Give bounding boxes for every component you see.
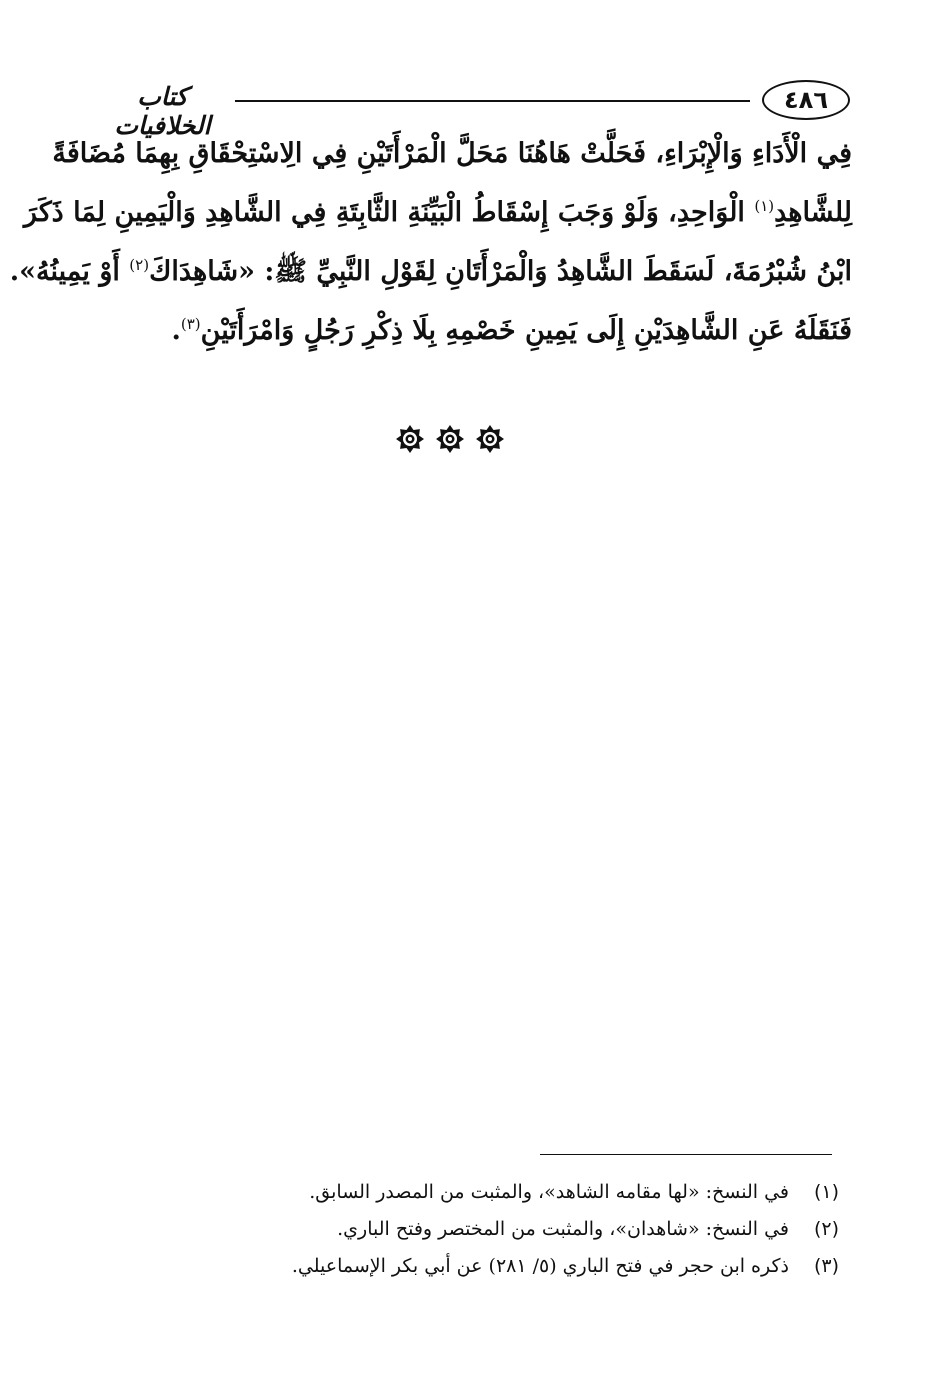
- footnote-text: ذكره ابن حجر في فتح الباري (٥/ ٢٨١) عن أبي بكر الإسماعيلي.: [291, 1255, 789, 1277]
- footnote: [219, 1174, 839, 1211]
- body-text-segment: لِلشَّاهِدِ: [774, 197, 852, 228]
- footnotes: [219, 1174, 839, 1285]
- ornament-star-icon: [475, 424, 505, 454]
- section-ornament: [395, 422, 505, 456]
- footnote-text: في النسخ: «لها مقامه الشاهد»، والمثبت من المصدر السابق.: [309, 1181, 789, 1203]
- book-title: كتاب الخلافيات: [114, 82, 211, 140]
- footnote-reference[interactable]: (٣): [180, 315, 201, 333]
- footnote-reference[interactable]: (٢): [129, 256, 150, 274]
- ornament-star-icon: [395, 424, 425, 454]
- footnote-separator: [540, 1154, 832, 1155]
- body-text-segment: فَنَقَلَهُ عَنِ الشَّاهِدَيْنِ إِلَى يَمِينِ خَصْمِهِ بِلَا ذِكْرِ رَجُلٍ وَامْرَأَتَيْنِ: [200, 315, 852, 346]
- body-text-segment: ابْنُ شُبْرُمَةَ، لَسَقَطَ الشَّاهِدُ وَالْمَرْأَتَانِ لِقَوْلِ النَّبِيِّ ﷺ: «شَاهِدَاكَ: [149, 256, 852, 287]
- footnote: [219, 1211, 839, 1248]
- header-rule: [235, 100, 750, 102]
- page-header: [95, 80, 850, 140]
- body-line: [9, 239, 852, 298]
- ornament-star-icon: [435, 424, 465, 454]
- body-line: [23, 180, 852, 239]
- page-number: ٤٨٦: [762, 80, 850, 120]
- body-line: [52, 128, 852, 180]
- footnote-number: (٢): [813, 1218, 839, 1240]
- footnote-number: (٣): [813, 1255, 839, 1277]
- body-text: [9, 128, 852, 357]
- body-text-segment: الْوَاحِدِ، وَلَوْ وَجَبَ إِسْقَاطُ الْبَيِّنَةِ الثَّابِتَةِ فِي الشَّاهِدِ وَالْيَمِينِ لِمَا ذَكَرَ: [23, 197, 755, 228]
- footnote: [219, 1248, 839, 1285]
- footnote-text: في النسخ: «شاهدان»، والمثبت من المختصر وفتح الباري.: [337, 1218, 789, 1240]
- body-text-segment: .: [171, 315, 181, 346]
- body-text-segment: أَوْ يَمِينُهُ».: [9, 256, 130, 287]
- body-line: [92, 298, 852, 357]
- footnote-reference[interactable]: (١): [754, 197, 775, 215]
- footnote-number: (١): [813, 1181, 839, 1203]
- body-text-segment: فِي الْأَدَاءِ وَالْإِبْرَاءِ، فَحَلَّتْ هَاهُنَا مَحَلَّ الْمَرْأَتَيْنِ فِي الِاسْتِحْقَاقِ بِهِمَا مُضَافَةً: [52, 138, 852, 169]
